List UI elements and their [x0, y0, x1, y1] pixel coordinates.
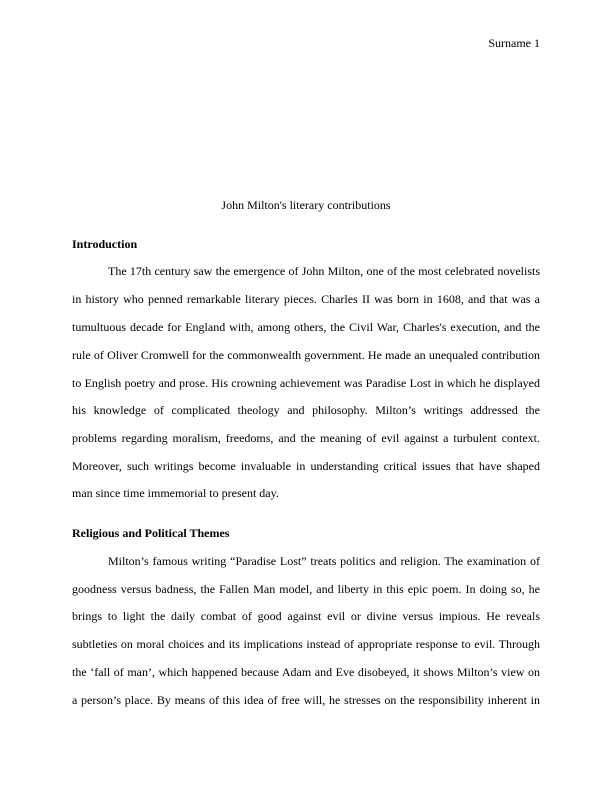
paragraph-line: man since time immemorial to present day.: [72, 486, 279, 500]
paragraph-line: goodness versus badness, the Fallen Man model, and liberty in this epic poem. In doing so, he: [72, 582, 540, 596]
paragraph-line: brings to light the daily combat of good against evil or divine versus impious. He reveals: [72, 609, 540, 623]
paragraph-line: Milton’s famous writing “Paradise Lost” treats politics and religion. The examination of: [108, 554, 540, 568]
section-heading-religious-political: Religious and Political Themes: [72, 526, 230, 540]
document-title: John Milton's literary contributions: [221, 198, 391, 212]
paragraph-line: the ‘fall of man’, which happened because Adam and Eve disobeyed, it shows Milton’s view on: [72, 665, 540, 679]
running-head: Surname 1: [488, 36, 540, 50]
paragraph-line: rule of Oliver Cromwell for the commonwealth government. He made an unequaled contribution: [72, 348, 540, 362]
paragraph-line: subtleties on moral choices and its implications instead of appropriate response to evil. Through: [72, 637, 540, 651]
paragraph-line: The 17th century saw the emergence of John Milton, one of the most celebrated novelists: [108, 264, 540, 278]
paragraph-line: Moreover, such writings become invaluable in understanding critical issues that have shaped: [72, 459, 540, 473]
paragraph-line: a person’s place. By means of this idea of free will, he stresses on the responsibility inherent in: [72, 693, 540, 707]
paragraph-line: tumultuous decade for England with, among others, the Civil War, Charles's execution, and the: [72, 320, 540, 334]
paragraph-line: to English poetry and prose. His crowning achievement was Paradise Lost in which he displayed: [72, 376, 540, 390]
paragraph-line: his knowledge of complicated theology and philosophy. Milton’s writings addressed the: [72, 403, 540, 417]
paragraph-line: in history who penned remarkable literary pieces. Charles II was born in 1608, and that was a: [72, 292, 540, 306]
section-heading-introduction: Introduction: [72, 237, 138, 251]
paragraph-line: problems regarding moralism, freedoms, and the meaning of evil against a turbulent context.: [72, 431, 540, 445]
